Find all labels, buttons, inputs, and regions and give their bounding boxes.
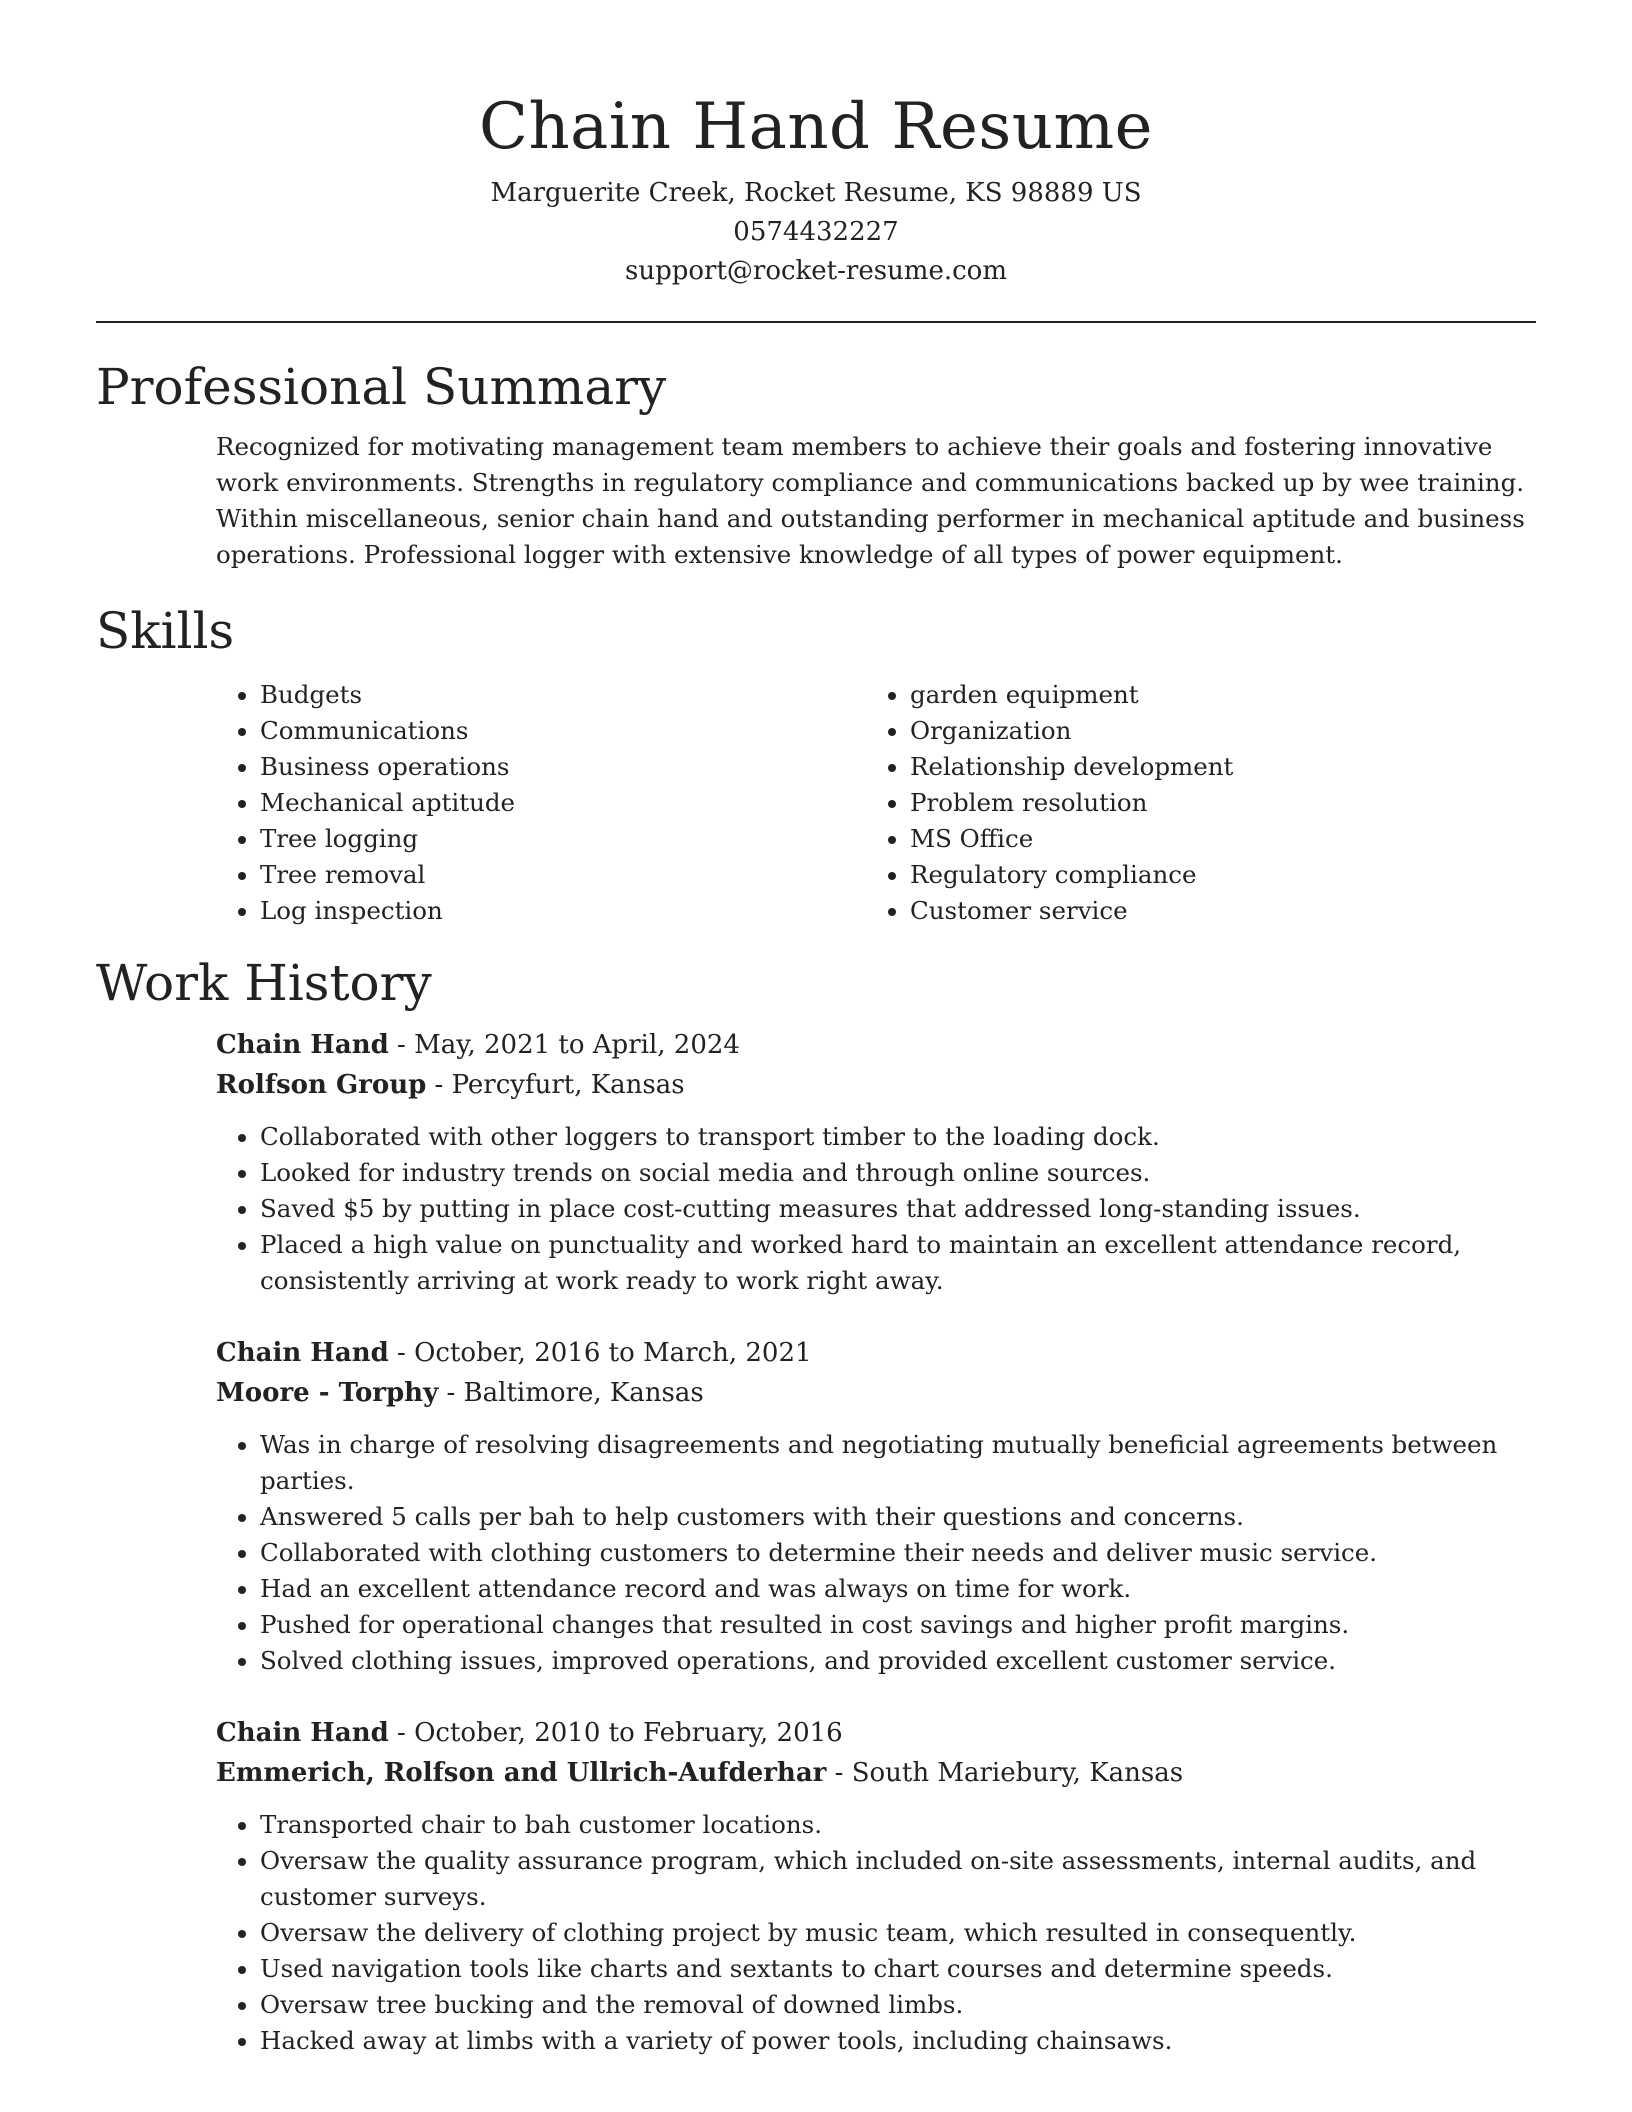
job-location: - Baltimore, Kansas xyxy=(438,1378,704,1408)
resume-header xyxy=(96,0,1536,291)
job-entry xyxy=(216,1025,1536,1299)
skills-list-right xyxy=(866,677,1516,929)
skills-heading: Skills xyxy=(96,602,235,660)
work-history-section xyxy=(96,953,1536,2059)
skill-item: • Regulatory compliance xyxy=(910,857,1516,893)
job-company-line xyxy=(216,1065,1536,1105)
skill-item: • Business operations xyxy=(260,749,866,785)
page-title: Chain Hand Resume xyxy=(478,90,1154,164)
job-bullet: • Oversaw the quality assurance program, which included on-site assessments, internal audits, and customer surveys. xyxy=(260,1843,1536,1915)
job-bullet-list xyxy=(216,1807,1536,2059)
skill-item: • MS Office xyxy=(910,821,1516,857)
job-bullet-list xyxy=(216,1427,1536,1679)
job-bullet: • Pushed for operational changes that resulted in cost savings and higher profit margins. xyxy=(260,1607,1536,1643)
job-bullet: • Used navigation tools like charts and sextants to chart courses and determine speeds. xyxy=(260,1951,1536,1987)
job-bullet: • Collaborated with clothing customers to determine their needs and deliver music service. xyxy=(260,1535,1536,1571)
job-title-line xyxy=(216,1713,1536,1753)
job-entry xyxy=(216,1333,1536,1679)
skill-item: • Tree logging xyxy=(260,821,866,857)
skill-item: • garden equipment xyxy=(910,677,1516,713)
job-bullet-list xyxy=(216,1119,1536,1299)
skills-column-left xyxy=(216,677,866,929)
job-bullet: • Transported chair to bah customer locations. xyxy=(260,1807,1536,1843)
job-bullet: • Looked for industry trends on social media and through online sources. xyxy=(260,1155,1536,1191)
job-bullet: • Had an excellent attendance record and was always on time for work. xyxy=(260,1571,1536,1607)
job-company-line xyxy=(216,1373,1536,1413)
job-bullet: • Oversaw the delivery of clothing project by music team, which resulted in consequently. xyxy=(260,1915,1536,1951)
skill-item: • Problem resolution xyxy=(910,785,1516,821)
job-company: Moore - Torphy xyxy=(216,1378,439,1408)
skill-item: • Relationship development xyxy=(910,749,1516,785)
skills-list-left xyxy=(216,677,866,929)
skill-item: • Organization xyxy=(910,713,1516,749)
contact-info xyxy=(96,174,1536,291)
work-history-heading: Work History xyxy=(96,954,432,1012)
job-bullet: • Placed a high value on punctuality and worked hard to maintain an excellent attendance record, consistently arriving at work ready to work right away. xyxy=(260,1227,1536,1299)
job-bullet: • Answered 5 calls per bah to help customers with their questions and concerns. xyxy=(260,1499,1536,1535)
job-company: Emmerich, Rolfson and Ullrich-Aufderhar xyxy=(216,1758,827,1788)
job-bullet: • Solved clothing issues, improved operations, and provided excellent customer service. xyxy=(260,1643,1536,1679)
job-bullet: • Oversaw tree bucking and the removal of downed limbs. xyxy=(260,1987,1536,2023)
summary-heading: Professional Summary xyxy=(96,358,667,416)
header-divider xyxy=(96,321,1536,323)
job-dates: - May, 2021 to April, 2024 xyxy=(388,1030,740,1060)
skills-grid xyxy=(216,677,1536,929)
skill-item: • Log inspection xyxy=(260,893,866,929)
phone: 0574432227 xyxy=(733,217,899,247)
summary-section xyxy=(96,357,1536,573)
job-title: Chain Hand xyxy=(216,1718,389,1748)
address: Marguerite Creek, Rocket Resume, KS 98889 US xyxy=(490,178,1142,208)
job-dates: - October, 2010 to February, 2016 xyxy=(388,1718,843,1748)
job-entry xyxy=(216,1713,1536,2059)
resume-page xyxy=(96,0,1536,2059)
job-bullet: • Collaborated with other loggers to transport timber to the loading dock. xyxy=(260,1119,1536,1155)
job-title: Chain Hand xyxy=(216,1338,389,1368)
job-title-line xyxy=(216,1025,1536,1065)
skill-item: • Budgets xyxy=(260,677,866,713)
email: support@rocket-resume.com xyxy=(624,256,1007,286)
skill-item: • Mechanical aptitude xyxy=(260,785,866,821)
job-location: - Percyfurt, Kansas xyxy=(426,1070,685,1100)
skills-column-right xyxy=(866,677,1516,929)
job-bullet: • Saved $5 by putting in place cost-cutting measures that addressed long-standing issues. xyxy=(260,1191,1536,1227)
job-bullet: • Was in charge of resolving disagreements and negotiating mutually beneficial agreements between parties. xyxy=(260,1427,1536,1499)
job-bullet: • Hacked away at limbs with a variety of power tools, including chainsaws. xyxy=(260,2023,1536,2059)
job-title: Chain Hand xyxy=(216,1030,389,1060)
skill-item: • Customer service xyxy=(910,893,1516,929)
job-company-line xyxy=(216,1753,1536,1793)
job-title-line xyxy=(216,1333,1536,1373)
job-location: - South Mariebury, Kansas xyxy=(826,1758,1184,1788)
skill-item: • Tree removal xyxy=(260,857,866,893)
skill-item: • Communications xyxy=(260,713,866,749)
summary-text: Recognized for motivating management team members to achieve their goals and fostering innovative work environments. Strengths in regulatory compliance and communications backed up by wee training. Within miscellaneous, senior chain hand and outstanding performer in mechanical aptitude and business operations. Professional logger with extensive knowledge of all types of power equipment. xyxy=(216,432,1525,569)
job-company: Rolfson Group xyxy=(216,1070,427,1100)
skills-section xyxy=(96,601,1536,929)
job-dates: - October, 2016 to March, 2021 xyxy=(388,1338,812,1368)
